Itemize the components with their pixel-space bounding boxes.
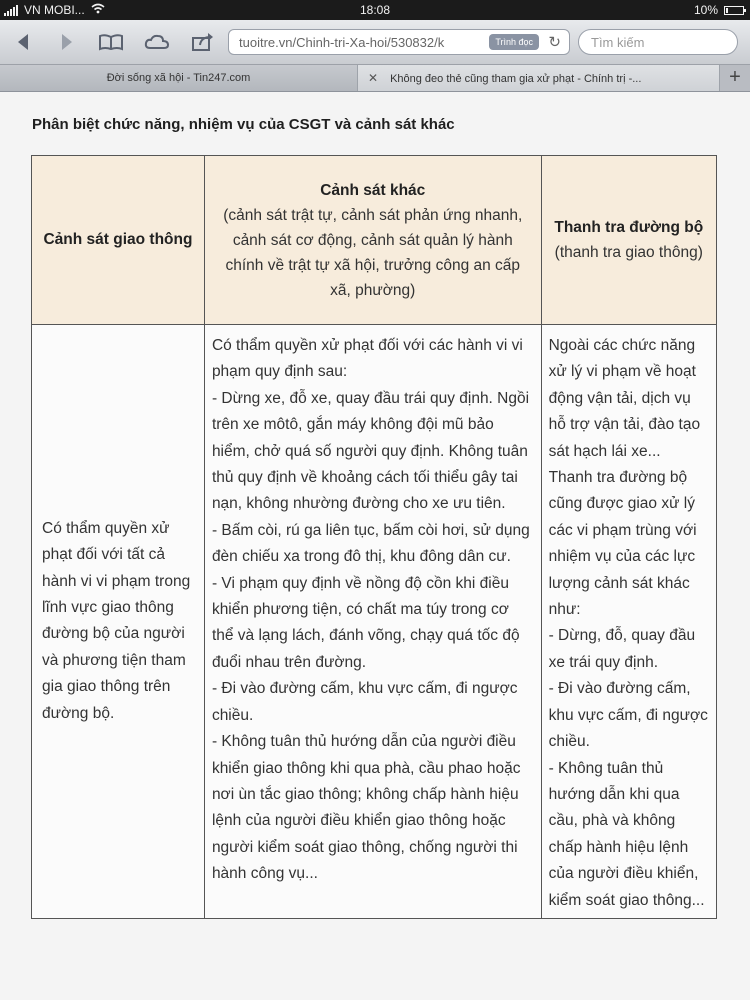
- paragraph: - Dừng xe, đỗ xe, quay đầu trái quy định. Ngồi trên xe môtô, gắn máy không đội mũ bảo hiểm, chở quá số người quy định. Không tuân thủ quy định về khoảng cách tối thiểu gây tai nạn, không nhường đường cho xe ưu tiên.: [211, 389, 530, 513]
- body-col-road-inspector: [541, 325, 716, 919]
- forward-button[interactable]: [52, 29, 82, 55]
- table-body-row: [32, 325, 717, 919]
- paragraph: - Dừng, đỗ, quay đầu xe trái quy định.: [548, 627, 696, 671]
- carrier-label: VN MOBI...: [24, 3, 85, 17]
- paragraph: - Không tuân thủ hướng dẫn của người điều khiển giao thông khi qua phà, cầu phao hoặc nơi ùn tắc giao thông; không chấp hành hiệu lệnh của người điều khiển giao thông hoặc người kiểm soát giao thông, chống người thi hành công vụ...: [211, 733, 521, 883]
- table-header-row: [32, 156, 717, 325]
- reload-icon[interactable]: ↻: [548, 34, 561, 51]
- web-page: [0, 92, 750, 1000]
- browser-toolbar: [0, 20, 750, 65]
- body-col-traffic-police: Có thẩm quyền xử phạt đối với tất cả hành vi vi phạm trong lĩnh vực giao thông đường bộ của người và phương tiện tham gia giao thông trên đường bộ.: [32, 325, 205, 919]
- share-button[interactable]: [188, 29, 218, 55]
- paragraph: - Không tuân thủ hướng dẫn khi qua cầu, phà và không chấp hành hiệu lệnh của người điều khiển, kiểm soát giao thông...: [548, 759, 705, 909]
- address-bar[interactable]: [228, 29, 570, 55]
- paragraph: Ngoài các chức năng xử lý vi phạm về hoạt động vận tải, dịch vụ hỗ trợ vận tải, đào tạo sát hạch lái xe... Thanh tra đường bộ cũng được giao xử lý các vi phạm trùng với nhiệm vụ của các lực lượng cảnh sát khác như:: [548, 337, 701, 619]
- search-field[interactable]: [578, 29, 738, 55]
- tab-tin247[interactable]: [0, 65, 358, 91]
- cloud-icon: [144, 33, 170, 51]
- paragraph: - Vi phạm quy định về nồng độ cồn khi điều khiển phương tiện, có chất ma túy trong cơ thể và lạng lách, đánh võng, chạy quá tốc độ đuổi nhau trên đường.: [211, 574, 520, 671]
- forward-arrow-icon: [59, 33, 75, 51]
- back-arrow-icon: [15, 33, 31, 51]
- header-title: Cảnh sát giao thông: [43, 231, 193, 248]
- tab-label: Không đeo thẻ cũng tham gia xử phạt - Chính trị -...: [390, 73, 642, 85]
- paragraph: Có thẩm quyền xử phạt đối với các hành vi vi phạm quy định sau:: [211, 337, 523, 381]
- new-tab-button[interactable]: +: [729, 66, 741, 88]
- header-subtitle: (thanh tra giao thông): [554, 244, 703, 261]
- reader-button[interactable]: Trình đọc: [489, 34, 539, 50]
- book-icon: [98, 33, 124, 51]
- paragraph: - Đi vào đường cấm, khu vực cấm, đi ngược chiều.: [548, 680, 708, 751]
- header-col-other-police: [204, 156, 541, 325]
- bookmarks-button[interactable]: [96, 29, 126, 55]
- tab-tuoitre-active[interactable]: [358, 65, 720, 91]
- article-heading: Phân biệt chức năng, nhiệm vụ của CSGT và cảnh sát khác: [32, 116, 455, 133]
- tab-bar: [0, 65, 750, 92]
- paragraph: - Đi vào đường cấm, khu vực cấm, đi ngược chiều.: [211, 680, 518, 724]
- header-subtitle: (cảnh sát trật tự, cảnh sát phản ứng nhanh, cảnh sát cơ động, cảnh sát quản lý hành chính về trật tự xã hội, trưởng công an cấp xã, phường): [223, 206, 523, 299]
- share-icon: [191, 32, 215, 52]
- body-col-other-police: [204, 325, 541, 919]
- battery-fill: [726, 8, 728, 13]
- header-title: Thanh tra đường bộ: [554, 219, 704, 236]
- comparison-table: [31, 155, 717, 919]
- header-col-traffic-police: [32, 156, 205, 325]
- icloud-tabs-button[interactable]: [142, 29, 172, 55]
- header-title: Cảnh sát khác: [320, 181, 426, 199]
- paragraph: - Bấm còi, rú ga liên tục, bấm còi hơi, sử dụng đèn chiếu xa trong đô thị, khu đông dân cư.: [211, 521, 530, 566]
- close-tab-icon[interactable]: ✕: [368, 71, 379, 85]
- tab-label: Đời sống xã hội - Tin247.com: [106, 72, 251, 84]
- header-col-road-inspector: [541, 156, 716, 325]
- status-right: [694, 3, 744, 17]
- battery-percent: 10%: [693, 3, 718, 17]
- clock: 18:08: [359, 3, 391, 17]
- search-placeholder: Tìm kiếm: [591, 35, 645, 50]
- url-text: tuoitre.vn/Chinh-tri-Xa-hoi/530832/k: [239, 35, 445, 50]
- battery-icon: [724, 6, 744, 15]
- status-bar: [0, 0, 750, 20]
- back-button[interactable]: [8, 29, 38, 55]
